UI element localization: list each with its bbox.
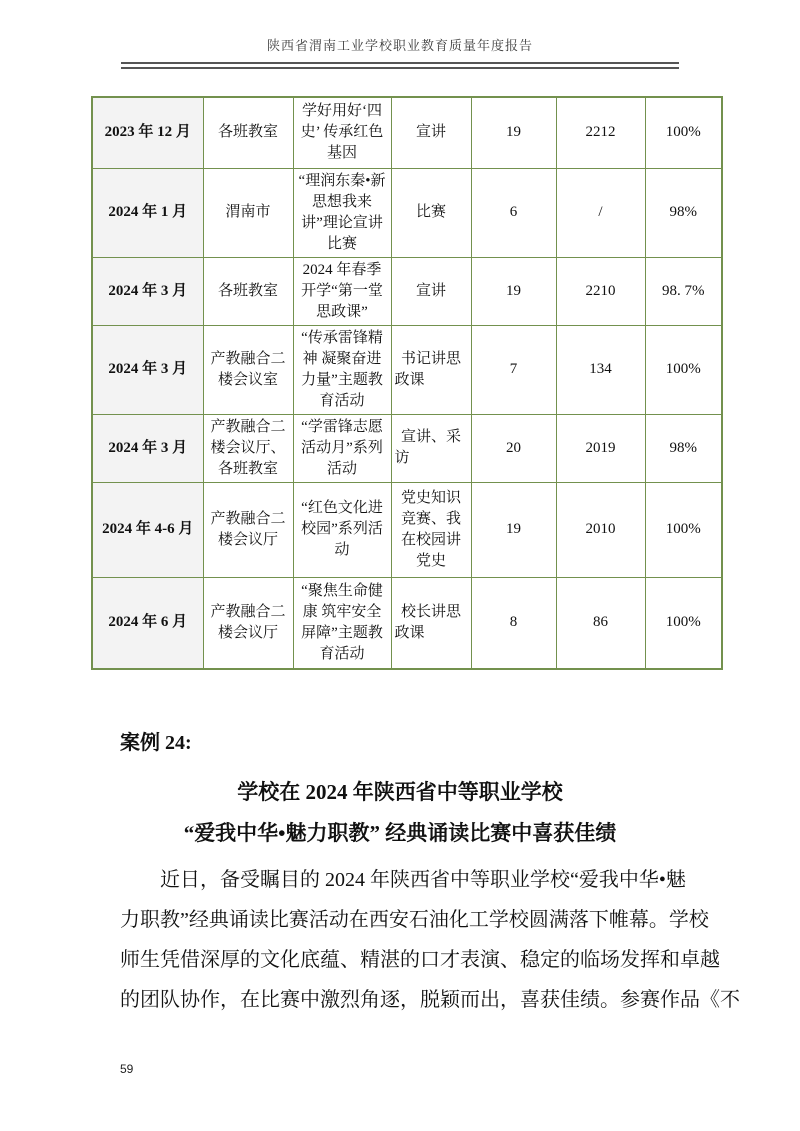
cell-sessions: 19 [471,482,556,577]
activity-table-body [92,97,722,669]
case-title-line-1: 学校在 2024 年陕西省中等职业学校 [237,780,563,804]
paragraph-line: 力职教”经典诵读比赛活动在西安石油化工学校圆满落下帷幕。学校 [120,909,709,931]
cell-location: 渭南市 [203,168,293,257]
table-row [92,577,722,669]
case-label: 案例 24: [120,732,192,754]
cell-date: 2024 年 6 月 [92,577,203,669]
table-row [92,257,722,325]
cell-location: 产教融合二楼会议室 [203,325,293,414]
cell-sessions: 8 [471,577,556,669]
cell-rate: 100% [645,577,722,669]
table-row [92,325,722,414]
cell-participants: 2212 [556,97,645,168]
activity-table [91,96,723,670]
cell-location: 产教融合二楼会议厅 [203,577,293,669]
cell-date: 2024 年 3 月 [92,414,203,482]
cell-location: 各班教室 [203,97,293,168]
cell-activity: “传承雷锋精神 凝聚奋进力量”主题教育活动 [293,325,391,414]
cell-activity: “理润东秦•新思想我来讲”理论宣讲比赛 [293,168,391,257]
cell-activity: 2024 年春季开学“第一堂思政课” [293,257,391,325]
cell-participants: 2019 [556,414,645,482]
table-row [92,168,722,257]
cell-date: 2024 年 3 月 [92,257,203,325]
cell-form: 校长讲思政课 [391,577,471,669]
cell-participants: 2210 [556,257,645,325]
cell-location: 产教融合二楼会议厅、各班教室 [203,414,293,482]
cell-form: 比赛 [391,168,471,257]
cell-form: 书记讲思政课 [391,325,471,414]
table-row [92,482,722,577]
report-header-title: 陕西省渭南工业学校职业教育质量年度报告 [266,38,533,53]
cell-activity: 学好用好‘四史’ 传承红色基因 [293,97,391,168]
cell-rate: 98% [645,414,722,482]
paragraph-line: 的团队协作，在比赛中激烈角逐，脱颖而出，喜获佳绩。参赛作品《不 [120,989,740,1011]
case-title-line-2: “爱我中华•魅力职教” 经典诵读比赛中喜获佳绩 [183,821,617,845]
cell-participants: / [556,168,645,257]
paragraph-line: 师生凭借深厚的文化底蕴、精湛的口才表演、稳定的临场发挥和卓越 [120,949,720,971]
cell-rate: 98. 7% [645,257,722,325]
cell-activity: “学雷锋志愿活动月”系列活动 [293,414,391,482]
cell-participants: 86 [556,577,645,669]
cell-sessions: 19 [471,97,556,168]
cell-form: 宣讲、采访 [391,414,471,482]
cell-participants: 2010 [556,482,645,577]
cell-sessions: 6 [471,168,556,257]
cell-rate: 98% [645,168,722,257]
table-row [92,414,722,482]
cell-date: 2024 年 1 月 [92,168,203,257]
case-paragraph [120,860,740,1020]
cell-location: 产教融合二楼会议厅 [203,482,293,577]
cell-rate: 100% [645,97,722,168]
cell-date: 2024 年 4-6 月 [92,482,203,577]
table-row [92,97,722,168]
cell-form: 宣讲 [391,257,471,325]
cell-rate: 100% [645,325,722,414]
header-divider-rule [121,62,679,69]
cell-sessions: 20 [471,414,556,482]
cell-form: 党史知识竞赛、我在校园讲党史 [391,482,471,577]
cell-participants: 134 [556,325,645,414]
page-number: 59 [120,1062,134,1076]
cell-date: 2023 年 12 月 [92,97,203,168]
cell-date: 2024 年 3 月 [92,325,203,414]
cell-sessions: 7 [471,325,556,414]
cell-activity: “聚焦生命健康 筑牢安全屏障”主题教育活动 [293,577,391,669]
cell-activity: “红色文化进校园”系列活动 [293,482,391,577]
paragraph-line: 近日，备受瞩目的 2024 年陕西省中等职业学校“爱我中华•魅 [160,869,686,891]
cell-sessions: 19 [471,257,556,325]
cell-rate: 100% [645,482,722,577]
cell-location: 各班教室 [203,257,293,325]
cell-form: 宣讲 [391,97,471,168]
